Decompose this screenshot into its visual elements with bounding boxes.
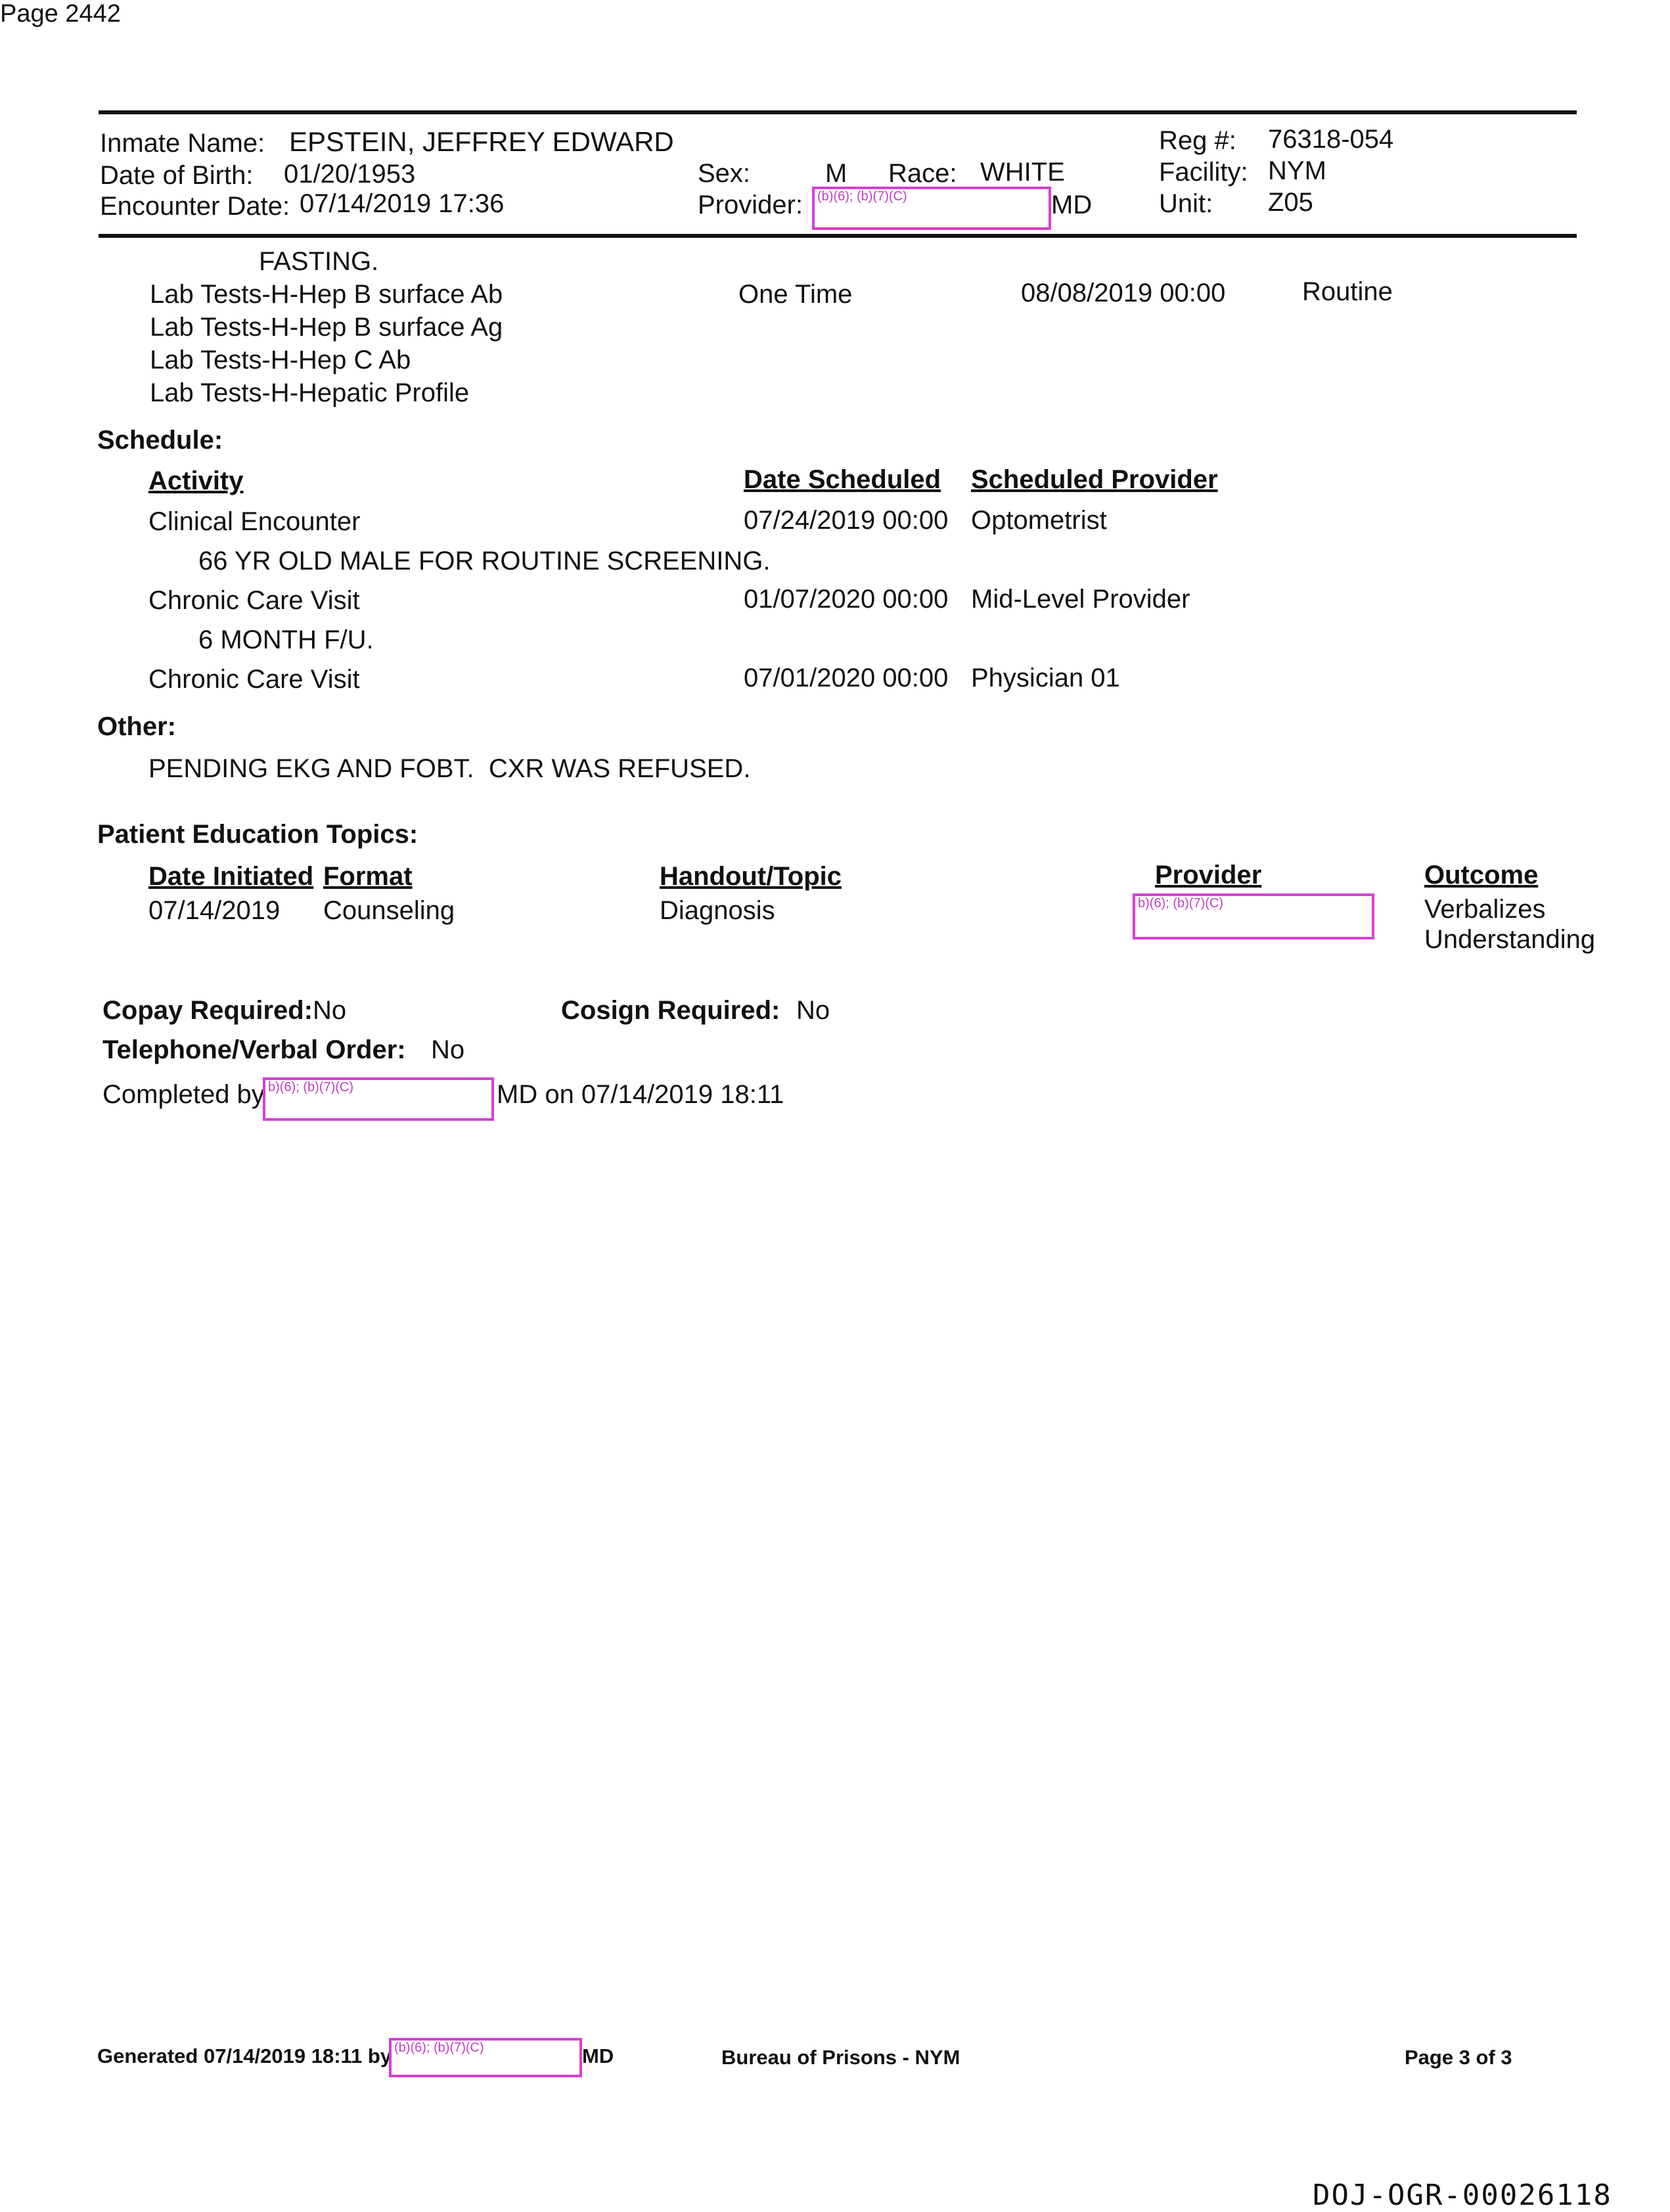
- lab-test-item: Lab Tests-H-Hepatic Profile: [150, 378, 470, 407]
- lab-test-item: Lab Tests-H-Hep B surface Ab: [150, 280, 503, 309]
- education-date: 07/14/2019: [148, 896, 281, 925]
- page-number: Page 3 of 3: [1405, 2046, 1512, 2069]
- facility-label: Facility:: [1159, 158, 1248, 187]
- schedule-activity: Clinical Encounter: [148, 507, 361, 536]
- schedule-header-activity: Activity: [148, 466, 244, 495]
- schedule-date: 07/24/2019 00:00: [744, 506, 949, 535]
- dob-value: 01/20/1953: [284, 160, 416, 189]
- education-header-date: Date Initiated: [148, 862, 314, 891]
- order-due-date: 08/08/2019 00:00: [1021, 279, 1226, 307]
- education-header-handout: Handout/Topic: [660, 862, 842, 891]
- education-format: Counseling: [323, 896, 455, 925]
- schedule-header-provider: Scheduled Provider: [971, 465, 1218, 494]
- education-header-format: Format: [323, 862, 413, 891]
- encounter-date: 07/14/2019 17:36: [300, 189, 505, 218]
- schedule-provider: Optometrist: [971, 506, 1107, 535]
- schedule-note: 66 YR OLD MALE FOR ROUTINE SCREENING.: [198, 547, 771, 576]
- inmate-name-label: Inmate Name:: [100, 129, 265, 158]
- education-title: Patient Education Topics:: [97, 820, 418, 849]
- encounter-label: Encounter Date:: [100, 192, 290, 221]
- order-priority: Routine: [1302, 277, 1393, 306]
- telephone-order-value: No: [431, 1035, 465, 1064]
- other-title: Other:: [97, 712, 176, 741]
- schedule-provider: Physician 01: [971, 664, 1120, 692]
- schedule-date: 07/01/2020 00:00: [744, 664, 949, 692]
- lab-test-item: Lab Tests-H-Hep B surface Ag: [150, 313, 503, 342]
- sex-value: M: [825, 159, 847, 188]
- completed-by-suffix: MD on 07/14/2019 18:11: [497, 1080, 784, 1109]
- cosign-label: Cosign Required:: [561, 996, 780, 1025]
- header-bottom-rule: [99, 234, 1577, 238]
- facility-value: NYM: [1268, 156, 1326, 185]
- reg-value: 76318-054: [1268, 125, 1394, 154]
- redaction-box-provider: (b)(6); (b)(7)(C): [812, 187, 1051, 230]
- education-outcome-line1: Verbalizes: [1424, 895, 1546, 924]
- dob-label: Date of Birth:: [100, 161, 254, 190]
- generated-by-suffix: MD: [582, 2044, 614, 2067]
- race-label: Race:: [888, 159, 957, 188]
- schedule-activity: Chronic Care Visit: [148, 586, 360, 615]
- redaction-box-education-provider: b)(6); (b)(7)(C): [1133, 893, 1374, 939]
- schedule-header-date: Date Scheduled: [744, 465, 941, 494]
- unit-label: Unit:: [1159, 189, 1213, 218]
- schedule-date: 01/07/2020 00:00: [744, 585, 949, 614]
- schedule-activity: Chronic Care Visit: [148, 665, 360, 694]
- header-top-rule: [99, 110, 1577, 114]
- reg-label: Reg #:: [1159, 126, 1236, 155]
- order-frequency: One Time: [738, 280, 853, 309]
- page-label: Page 2442: [0, 0, 121, 28]
- fasting-note: FASTING.: [259, 247, 379, 276]
- telephone-order-label: Telephone/Verbal Order:: [102, 1035, 406, 1064]
- race-value: WHITE: [980, 158, 1065, 187]
- provider-suffix: MD: [1051, 191, 1093, 219]
- cosign-value: No: [796, 996, 830, 1025]
- redaction-box-completed-by: b)(6); (b)(7)(C): [263, 1077, 494, 1121]
- education-outcome-line2: Understanding: [1424, 925, 1596, 954]
- lab-test-item: Lab Tests-H-Hep C Ab: [150, 346, 411, 374]
- schedule-note: 6 MONTH F/U.: [198, 625, 374, 654]
- schedule-provider: Mid-Level Provider: [971, 585, 1190, 614]
- redaction-box-generated-by: (b)(6); (b)(7)(C): [389, 2038, 582, 2077]
- copay-label: Copay Required:: [102, 996, 313, 1025]
- schedule-title: Schedule:: [97, 426, 223, 455]
- education-handout: Diagnosis: [660, 896, 775, 925]
- inmate-name: EPSTEIN, JEFFREY EDWARD: [289, 126, 674, 157]
- generated-by-label: Generated 07/14/2019 18:11 by: [97, 2044, 392, 2067]
- completed-by-label: Completed by: [102, 1080, 265, 1109]
- sex-label: Sex:: [698, 159, 751, 188]
- education-header-provider: Provider: [1155, 861, 1262, 890]
- copay-value: No: [313, 996, 347, 1025]
- education-header-outcome: Outcome: [1424, 861, 1539, 890]
- unit-value: Z05: [1268, 188, 1313, 217]
- bates-number: DOJ-OGR-00026118: [1313, 2178, 1612, 2212]
- provider-label: Provider:: [698, 191, 803, 219]
- other-text: PENDING EKG AND FOBT. CXR WAS REFUSED.: [148, 754, 751, 783]
- bureau-label: Bureau of Prisons - NYM: [721, 2046, 960, 2069]
